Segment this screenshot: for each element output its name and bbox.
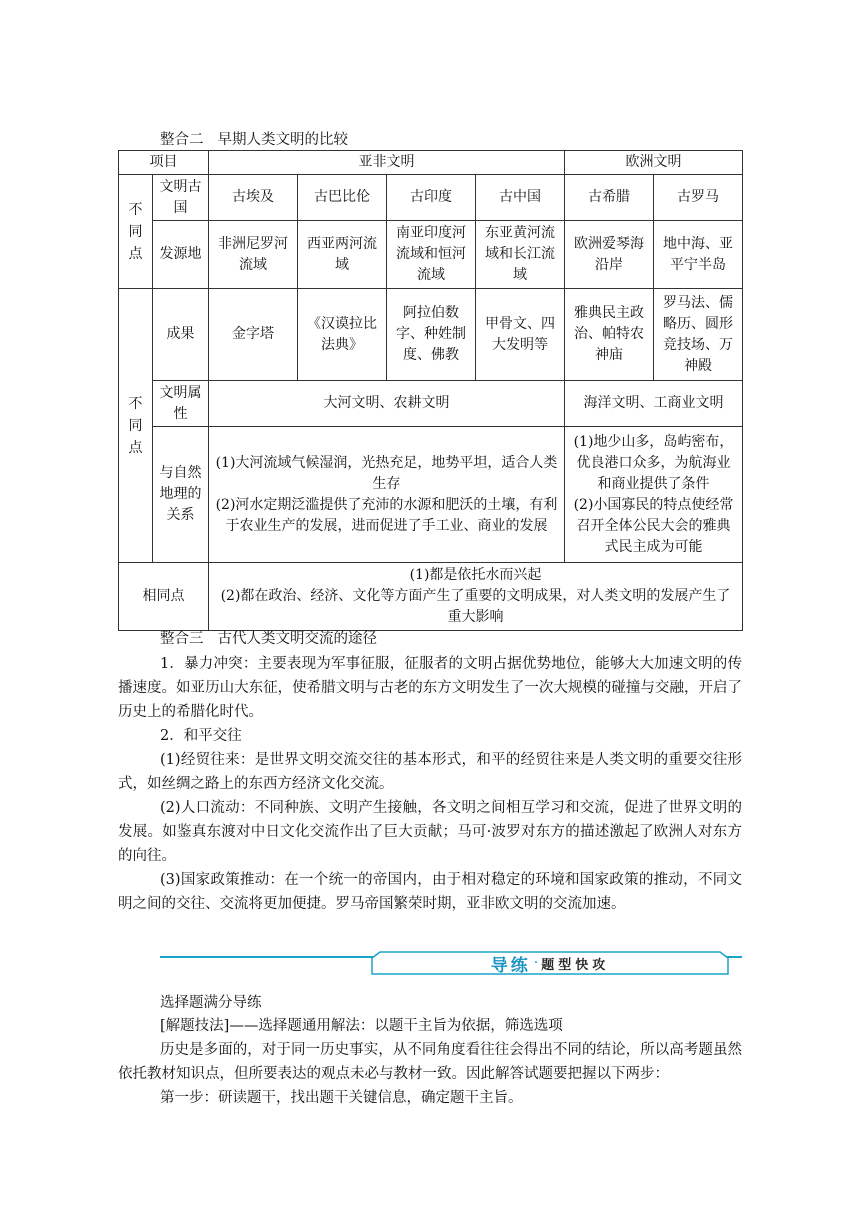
paragraph: 历史是多面的，对于同一历史事实，从不同角度看往往会得出不同的结论，所以高考题虽然依托教材知识点，但所要表达的观点未必与教材一致。因此解答试题要把握以下两步： <box>118 1042 742 1082</box>
table-cell: 非洲尼罗河流域 <box>209 221 298 289</box>
row-label: 发源地 <box>153 221 209 289</box>
diff-label: 不同点 <box>119 175 153 289</box>
paragraph: (1)经贸往来：是世界文明交流交往的基本形式，和平的经贸往来是人类文明的重要交往形式，如丝绸之路上的东西方经济文化交流。 <box>118 752 742 792</box>
practice-tip: [解题技法]——选择题通用解法：以题干主旨为依据，筛选选项 <box>160 1018 563 1034</box>
paragraph: 1．暴力冲突：主要表现为军事征服，征服者的文明占据优势地位，能够大大加速文明的传播速度。如亚历山大东征，使希腊文明与古老的东方文明发生了一次大规模的碰撞与交融，开启了历史上的希腊化时代。 <box>118 656 742 720</box>
section3-number: 整合三 <box>160 631 204 647</box>
table-cell: 地中海、亚平宁半岛 <box>654 221 743 289</box>
geo-asia-point: (1)大河流域气候湿润，光热充足，地势平坦，适合人类生存 <box>215 454 558 492</box>
table-cell: 古印度 <box>387 175 476 221</box>
same-label: 相同点 <box>119 563 209 631</box>
section3-heading <box>160 630 377 648</box>
banner-dot: · <box>533 955 539 971</box>
table-row <box>119 381 743 427</box>
paragraph: 2．和平交往 <box>160 728 242 744</box>
section2-heading <box>160 131 348 149</box>
banner-label <box>370 950 730 976</box>
geo-europe-point: (1)地少山多，岛屿密布，优良港口众多，为航海业和商业提供了条件 <box>573 433 734 492</box>
row-label: 成果 <box>153 289 209 381</box>
table-cell: 古罗马 <box>654 175 743 221</box>
table-cell: 古中国 <box>476 175 565 221</box>
header-item: 项目 <box>119 151 209 175</box>
geo-europe-point: (2)小国寡民的特点使经常召开全体公民大会的雅典式民主成为可能 <box>573 496 734 555</box>
section-banner <box>160 950 742 980</box>
geo-europe <box>565 427 743 563</box>
table-cell: 西亚两河流域 <box>298 221 387 289</box>
section2-number: 整合二 <box>160 132 204 148</box>
banner-main-text: 导练 <box>490 955 531 976</box>
diff-label: 不同点 <box>119 289 153 563</box>
table-cell: 《汉谟拉比法典》 <box>298 289 387 381</box>
same-content <box>209 563 743 631</box>
paragraph: 第一步：研读题干，找出题干关键信息，确定题干主旨。 <box>160 1090 523 1106</box>
geo-asia-point: (2)河水定期泛滥提供了充沛的水源和肥沃的土壤，有利于农业生产的发展，进而促进了手工业、商业的发展 <box>215 496 558 534</box>
table-row <box>119 427 743 563</box>
table-cell: 雅典民主政治、帕特农神庙 <box>565 289 654 381</box>
table-cell: 金字塔 <box>209 289 298 381</box>
paragraph: (3)国家政策推动：在一个统一的帝国内，由于相对稳定的环境和国家政策的推动，不同文明之间的交往、交流将更加便捷。罗马帝国繁荣时期，亚非欧文明的交流加速。 <box>118 872 742 912</box>
table-cell: 甲骨文、四大发明等 <box>476 289 565 381</box>
banner-sub-text: 题型快攻 <box>541 957 610 973</box>
geo-asia <box>209 427 565 563</box>
table-cell: 古巴比伦 <box>298 175 387 221</box>
row-label: 文明属性 <box>153 381 209 427</box>
section2-title: 早期人类文明的比较 <box>217 132 348 148</box>
table-row <box>119 175 743 221</box>
section3-title: 古代人类文明交流的途径 <box>217 631 377 647</box>
table-cell: 阿拉伯数字、种姓制度、佛教 <box>387 289 476 381</box>
table-cell: 南亚印度河流域和恒河流域 <box>387 221 476 289</box>
table-header-row <box>119 151 743 175</box>
row-label: 文明古国 <box>153 175 209 221</box>
table-cell: 欧洲爱琴海沿岸 <box>565 221 654 289</box>
same-point: (2)都在政治、经济、文化等方面产生了重要的文明成果，对人类文明的发展产生了重大影响 <box>220 588 731 625</box>
table-row <box>119 221 743 289</box>
header-asia-africa: 亚非文明 <box>209 151 565 175</box>
table-cell: 东亚黄河流域和长江流域 <box>476 221 565 289</box>
table-cell: 罗马法、儒略历、圆形竞技场、万神殿 <box>654 289 743 381</box>
table-cell: 古希腊 <box>565 175 654 221</box>
table-row <box>119 563 743 631</box>
header-europe: 欧洲文明 <box>565 151 743 175</box>
paragraph: (2)人口流动：不同种族、文明产生接触，各文明之间相互学习和交流，促进了世界文明的发展。如鉴真东渡对中日文化交流作出了巨大贡献；马可·波罗对东方的描述激起了欧洲人对东方的向往。 <box>118 800 742 864</box>
table-row <box>119 289 743 381</box>
table-cell: 古埃及 <box>209 175 298 221</box>
attr-europe: 海洋文明、工商业文明 <box>565 381 743 427</box>
same-point: (1)都是依托水而兴起 <box>409 567 542 583</box>
practice-title: 选择题满分导练 <box>160 995 262 1011</box>
row-label: 与自然地理的关系 <box>153 427 209 563</box>
comparison-table <box>118 150 743 631</box>
attr-asia: 大河文明、农耕文明 <box>209 381 565 427</box>
